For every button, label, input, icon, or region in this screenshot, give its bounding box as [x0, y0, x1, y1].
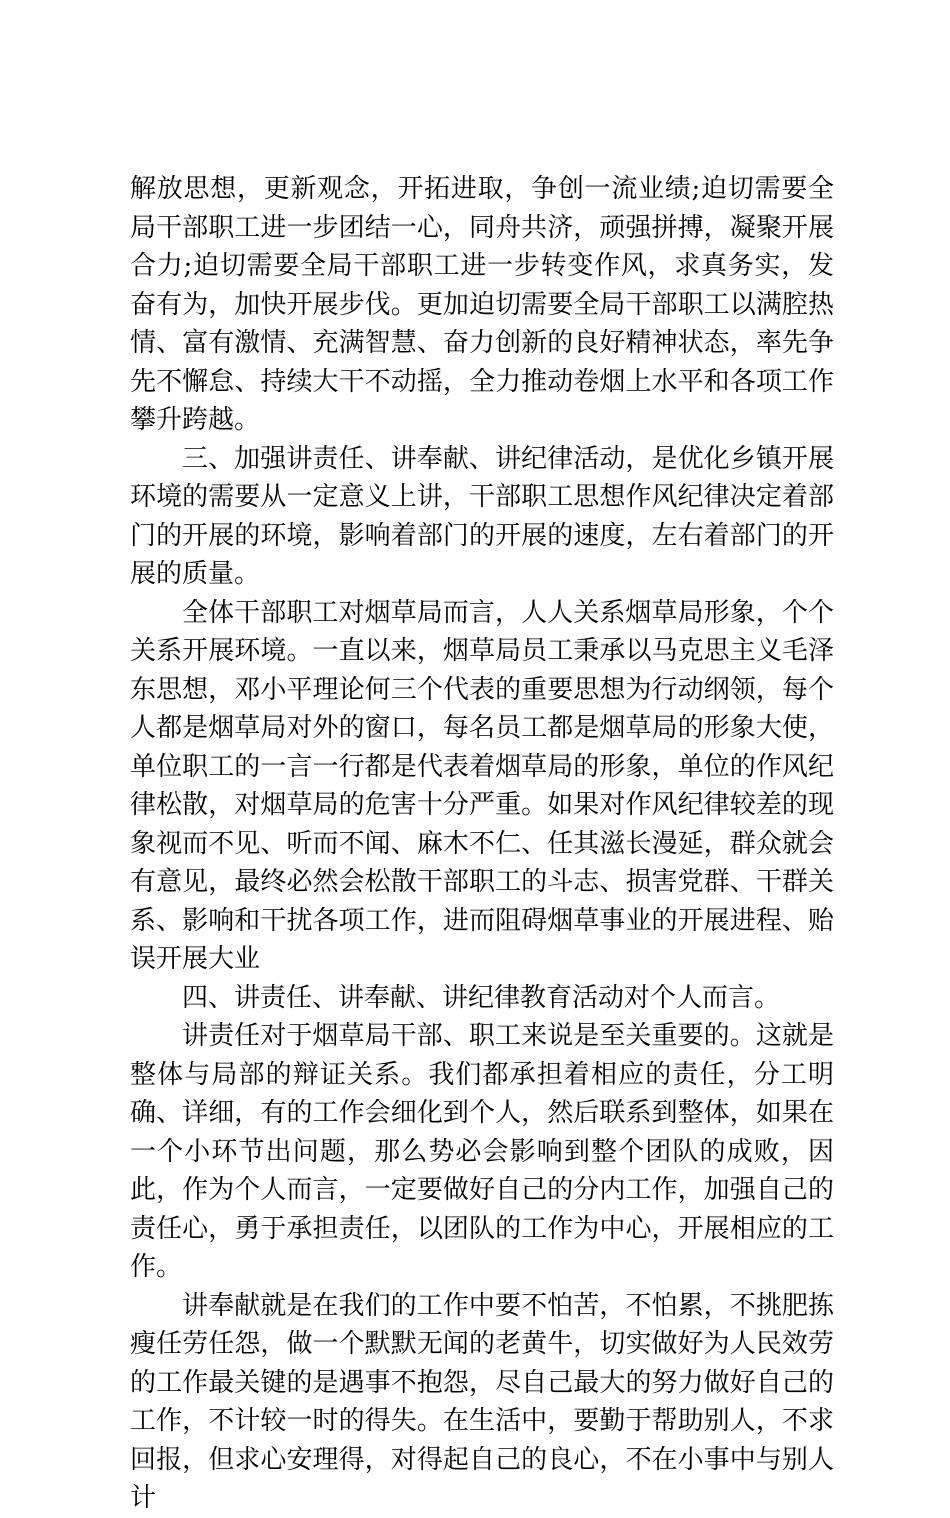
paragraph-5: 讲责任对于烟草局干部、职工来说是至关重要的。这就是整体与局部的辩证关系。我们都承担着相应的责任，分工明确、详细，有的工作会细化到个人，然后联系到整体，如果在一个小环节出问题，那么势必会影响到整个团队的成败，因此，作为个人而言，一定要做好自己的分内工作，加强自己的责任心，勇于承担责任，以团队的工作为中心，开展相应的工作。: [130, 1021, 834, 1282]
document-body: [130, 170, 834, 1518]
paragraph-3: 全体干部职工对烟草局而言，人人关系烟草局形象，个个关系开展环境。一直以来，烟草局员工秉承以马克思主义毛泽东思想，邓小平理论何三个代表的重要思想为行动纲领，每个人都是烟草局对外的窗口，每名员工都是烟草局的形象大使，单位职工的一言一行都是代表着烟草局的形象，单位的作风纪律松散，对烟草局的危害十分严重。如果对作风纪律较差的现象视而不见、听而不闻、麻木不仁、任其滋长漫延，群众就会有意见，最终必然会松散干部职工的斗志、损害党群、干群关系、影响和干扰各项工作，进而阻碍烟草事业的开展进程、贻误开展大业: [130, 597, 834, 974]
paragraph-4: 四、讲责任、讲奉献、讲纪律教育活动对个人而言。: [182, 982, 781, 1013]
paragraph-2: 三、加强讲责任、讲奉献、讲纪律活动，是优化乡镇开展环境的需要从一定意义上讲，干部职工思想作风纪律决定着部门的开展的环境，影响着部门的开展的速度，左右着部门的开展的质量。: [130, 443, 834, 589]
paragraph-1: 解放思想，更新观念，开拓进取，争创一流业绩;迫切需要全局干部职工进一步团结一心，同舟共济，顽强拼搏，凝聚开展合力;迫切需要全局干部职工进一步转变作风，求真务实，发奋有为，加快开展步伐。更加迫切需要全局干部职工以满腔热情、富有激情、充满智慧、奋力创新的良好精神状态，率先争先不懈怠、持续大干不动摇，全力推动卷烟上水平和各项工作攀升跨越。: [130, 174, 834, 435]
paragraph-6: 讲奉献就是在我们的工作中要不怕苦，不怕累，不挑肥拣瘦任劳任怨，做一个默默无闻的老黄牛，切实做好为人民效劳的工作最关键的是遇事不抱怨，尽自己最大的努力做好自己的工作，不计较一时的得失。在生活中，要勤于帮助别人，不求回报，但求心安理得，对得起自己的良心，不在小事中与别人计: [130, 1290, 834, 1513]
